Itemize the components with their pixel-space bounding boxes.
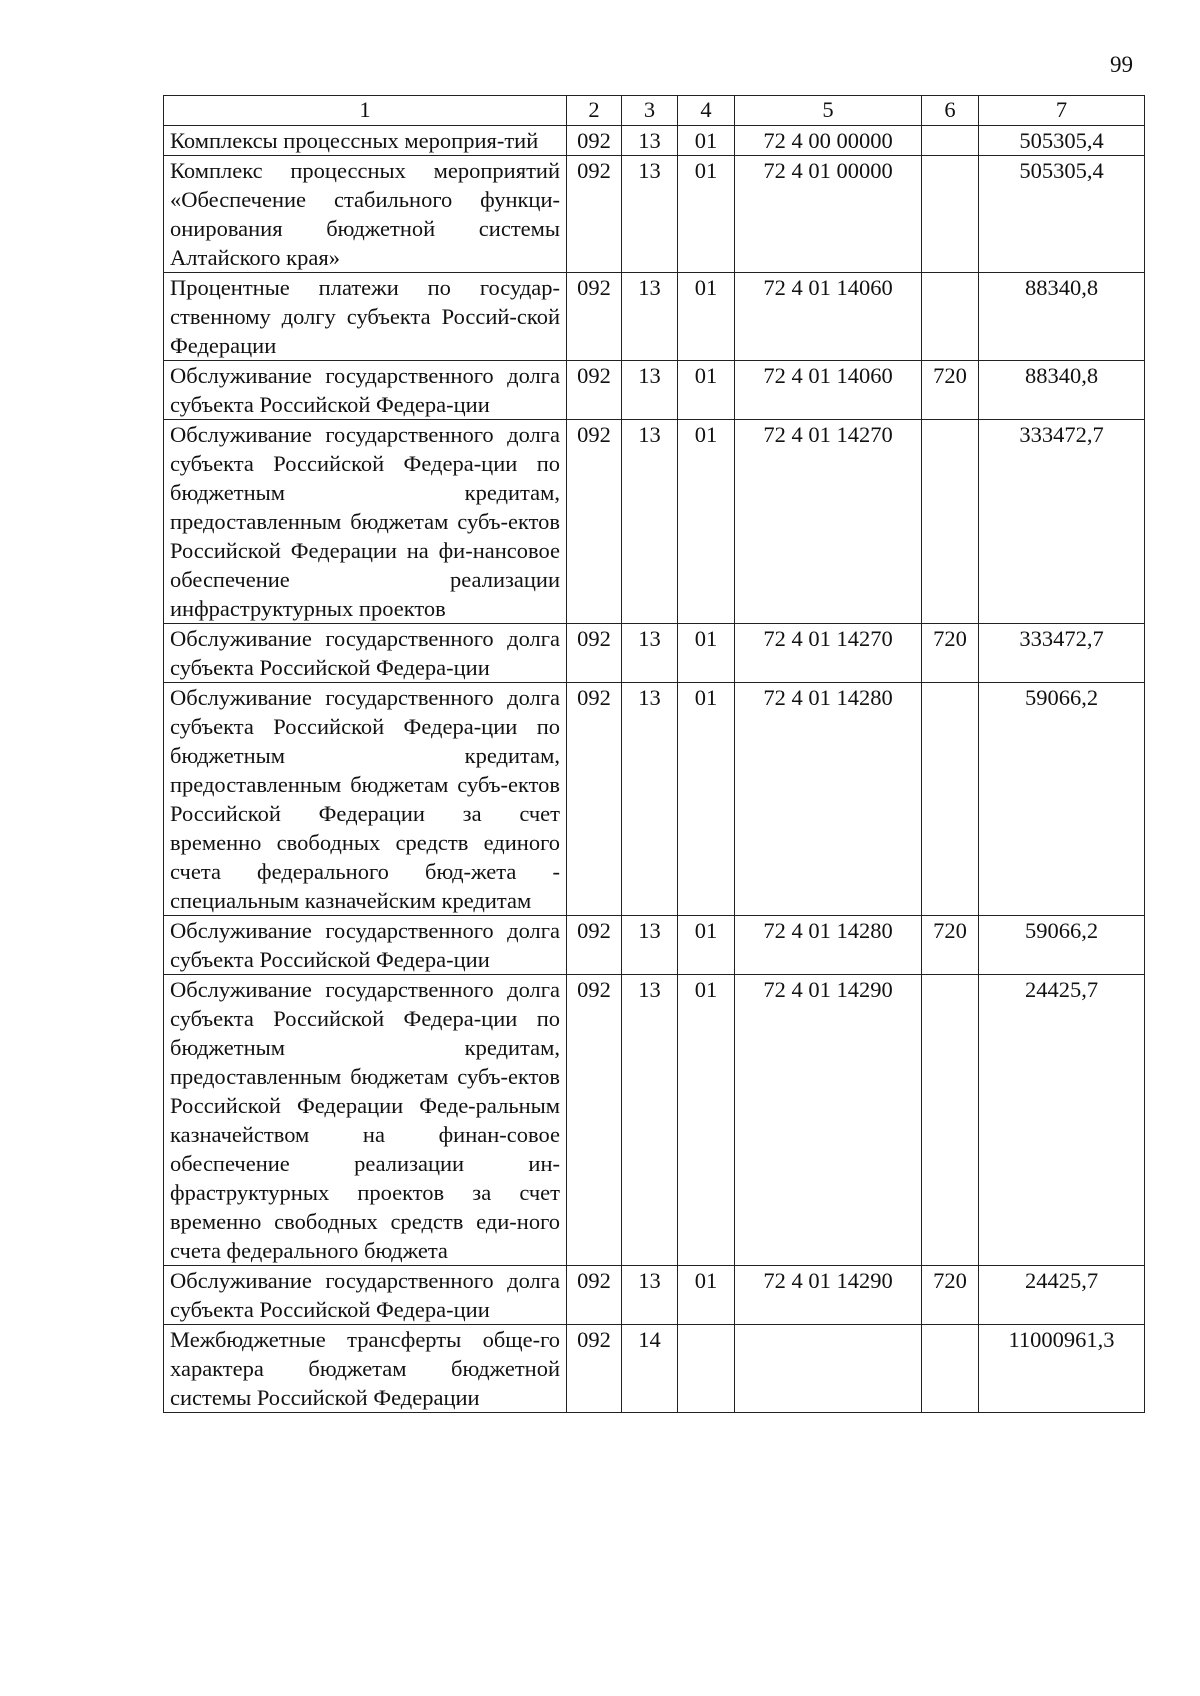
row-gr-cell: 092 xyxy=(567,916,622,975)
row-name-cell: Обслуживание государственного долга субъекта Российской Федера-ции xyxy=(164,916,567,975)
row-vr-cell: 720 xyxy=(922,624,979,683)
row-pr-cell: 01 xyxy=(678,916,735,975)
row-vr-cell xyxy=(922,273,979,361)
row-pr-cell: 01 xyxy=(678,361,735,420)
page-number: 99 xyxy=(1110,52,1133,77)
row-rz-cell: 13 xyxy=(622,1266,678,1325)
row-pr-cell: 01 xyxy=(678,975,735,1266)
row-name-cell: Обслуживание государственного долга субъекта Российской Федера-ции xyxy=(164,1266,567,1325)
table-body xyxy=(164,126,1145,1413)
row-name-cell: Обслуживание государственного долга субъекта Российской Федера-ции по бюджетным кредитам, предоставленным бюджетам субъ-ектов Российской Федерации за счет временно свободных средств единого счета федерального бюд-жета - специальным казначейским кредитам xyxy=(164,683,567,916)
row-sum-cell: 333472,7 xyxy=(979,624,1145,683)
row-name-cell: Обслуживание государственного долга субъекта Российской Федера-ции xyxy=(164,361,567,420)
row-gr-cell: 092 xyxy=(567,156,622,273)
column-header: 7 xyxy=(979,96,1145,126)
row-name-cell: Комплексы процессных мероприя-тий xyxy=(164,126,567,156)
row-csr-cell: 72 4 01 14280 xyxy=(735,683,922,916)
row-rz-cell: 13 xyxy=(622,683,678,916)
row-sum-cell: 59066,2 xyxy=(979,916,1145,975)
row-csr-cell: 72 4 00 00000 xyxy=(735,126,922,156)
row-sum-cell: 333472,7 xyxy=(979,420,1145,624)
row-rz-cell: 14 xyxy=(622,1325,678,1413)
row-vr-cell: 720 xyxy=(922,916,979,975)
row-csr-cell xyxy=(735,1325,922,1413)
row-csr-cell: 72 4 01 00000 xyxy=(735,156,922,273)
table-row xyxy=(164,975,1145,1266)
row-pr-cell xyxy=(678,1325,735,1413)
row-name-cell: Обслуживание государственного долга субъекта Российской Федера-ции по бюджетным кредитам, предоставленным бюджетам субъ-ектов Российской Федерации Феде-ральным казначейством на финан-совое обеспечение реализации ин-фраструктурных проектов за счет временно свободных средств еди-ного счета федерального бюджета xyxy=(164,975,567,1266)
row-rz-cell: 13 xyxy=(622,624,678,683)
row-vr-cell xyxy=(922,975,979,1266)
row-gr-cell: 092 xyxy=(567,126,622,156)
row-sum-cell: 59066,2 xyxy=(979,683,1145,916)
row-gr-cell: 092 xyxy=(567,420,622,624)
row-sum-cell: 24425,7 xyxy=(979,975,1145,1266)
table-row xyxy=(164,273,1145,361)
row-vr-cell xyxy=(922,420,979,624)
row-name-cell: Процентные платежи по государ-ственному долгу субъекта Россий-ской Федерации xyxy=(164,273,567,361)
row-csr-cell: 72 4 01 14280 xyxy=(735,916,922,975)
header-row xyxy=(164,96,1145,126)
row-rz-cell: 13 xyxy=(622,273,678,361)
row-csr-cell: 72 4 01 14290 xyxy=(735,975,922,1266)
row-gr-cell: 092 xyxy=(567,683,622,916)
row-gr-cell: 092 xyxy=(567,361,622,420)
table-row xyxy=(164,683,1145,916)
row-vr-cell xyxy=(922,156,979,273)
row-gr-cell: 092 xyxy=(567,624,622,683)
row-pr-cell: 01 xyxy=(678,624,735,683)
row-rz-cell: 13 xyxy=(622,361,678,420)
table-row xyxy=(164,916,1145,975)
row-sum-cell: 505305,4 xyxy=(979,126,1145,156)
row-rz-cell: 13 xyxy=(622,420,678,624)
column-header: 5 xyxy=(735,96,922,126)
row-pr-cell: 01 xyxy=(678,273,735,361)
row-vr-cell xyxy=(922,1325,979,1413)
row-pr-cell: 01 xyxy=(678,1266,735,1325)
row-name-cell: Межбюджетные трансферты обще-го характера бюджетам бюджетной системы Российской Федерации xyxy=(164,1325,567,1413)
row-csr-cell: 72 4 01 14060 xyxy=(735,361,922,420)
row-sum-cell: 11000961,3 xyxy=(979,1325,1145,1413)
row-sum-cell: 24425,7 xyxy=(979,1266,1145,1325)
row-csr-cell: 72 4 01 14270 xyxy=(735,624,922,683)
table-header xyxy=(164,96,1145,126)
row-sum-cell: 88340,8 xyxy=(979,361,1145,420)
table-row xyxy=(164,624,1145,683)
column-header: 6 xyxy=(922,96,979,126)
row-rz-cell: 13 xyxy=(622,156,678,273)
row-pr-cell: 01 xyxy=(678,683,735,916)
row-pr-cell: 01 xyxy=(678,420,735,624)
table-row xyxy=(164,420,1145,624)
table-row xyxy=(164,126,1145,156)
column-header: 1 xyxy=(164,96,567,126)
table-row xyxy=(164,361,1145,420)
table-row xyxy=(164,156,1145,273)
table-row xyxy=(164,1266,1145,1325)
row-pr-cell: 01 xyxy=(678,126,735,156)
row-gr-cell: 092 xyxy=(567,975,622,1266)
row-sum-cell: 88340,8 xyxy=(979,273,1145,361)
row-rz-cell: 13 xyxy=(622,916,678,975)
column-header: 2 xyxy=(567,96,622,126)
row-rz-cell: 13 xyxy=(622,975,678,1266)
column-header: 3 xyxy=(622,96,678,126)
row-rz-cell: 13 xyxy=(622,126,678,156)
column-header: 4 xyxy=(678,96,735,126)
row-vr-cell xyxy=(922,126,979,156)
row-vr-cell: 720 xyxy=(922,1266,979,1325)
row-vr-cell: 720 xyxy=(922,361,979,420)
row-sum-cell: 505305,4 xyxy=(979,156,1145,273)
budget-table xyxy=(163,95,1145,1413)
row-name-cell: Комплекс процессных мероприятий «Обеспечение стабильного функци-онирования бюджетной системы Алтайского края» xyxy=(164,156,567,273)
row-gr-cell: 092 xyxy=(567,273,622,361)
row-name-cell: Обслуживание государственного долга субъекта Российской Федера-ции по бюджетным кредитам, предоставленным бюджетам субъ-ектов Российской Федерации на фи-нансовое обеспечение реализации инфраструктурных проектов xyxy=(164,420,567,624)
row-csr-cell: 72 4 01 14270 xyxy=(735,420,922,624)
row-gr-cell: 092 xyxy=(567,1266,622,1325)
table-row xyxy=(164,1325,1145,1413)
row-csr-cell: 72 4 01 14290 xyxy=(735,1266,922,1325)
row-gr-cell: 092 xyxy=(567,1325,622,1413)
row-vr-cell xyxy=(922,683,979,916)
row-pr-cell: 01 xyxy=(678,156,735,273)
row-csr-cell: 72 4 01 14060 xyxy=(735,273,922,361)
row-name-cell: Обслуживание государственного долга субъекта Российской Федера-ции xyxy=(164,624,567,683)
